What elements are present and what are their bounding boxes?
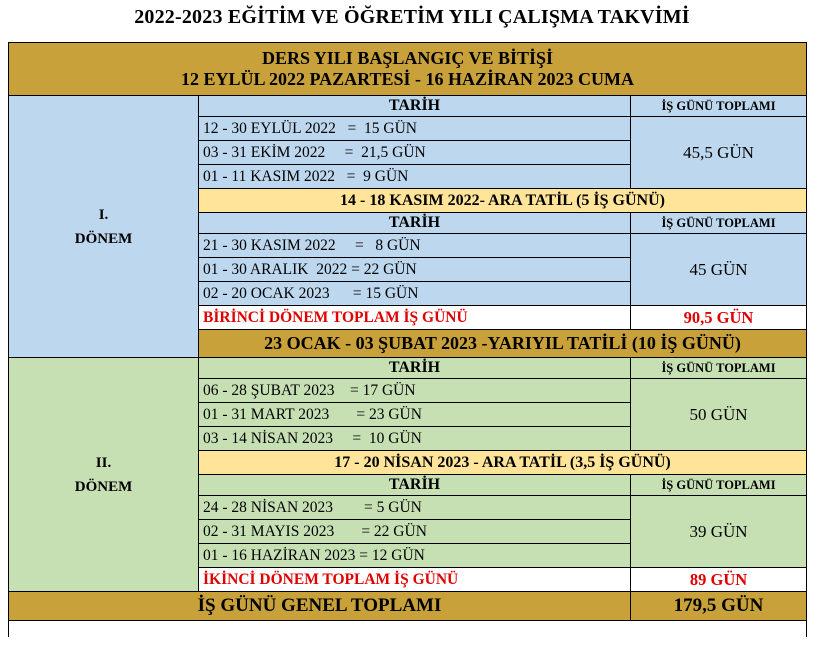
term1-label-num: I. (98, 206, 109, 223)
term2-break: 17 - 20 NİSAN 2023 - ARA TATİL (3,5 İŞ GÜNÜ) (199, 451, 807, 475)
term1-b2-row-1: 21 - 30 KASIM 2022 = 8 GÜN (199, 234, 631, 258)
term1-b1-total: 45,5 GÜN (631, 117, 807, 189)
term2-b1-row-1: 06 - 28 ŞUBAT 2023 = 17 GÜN (199, 379, 631, 403)
term1-date-header-row (9, 96, 807, 117)
term1-col-total-2: İŞ GÜNÜ TOPLAMI (631, 213, 807, 234)
term2-sum-value: 89 GÜN (631, 568, 807, 592)
term1-b1-row-2: 03 - 31 EKİM 2022 = 21,5 GÜN (199, 141, 631, 165)
term2-col-total-1: İŞ GÜNÜ TOPLAMI (631, 358, 807, 379)
term2-label-num: II. (95, 454, 112, 471)
grand-total-row (9, 592, 807, 621)
term2-col-date-1: TARİH (199, 358, 631, 379)
term1-col-total-1: İŞ GÜNÜ TOPLAMI (631, 96, 807, 117)
term2-b1-total: 50 GÜN (631, 379, 807, 451)
header-line-1: DERS YILI BAŞLANGIÇ VE BİTİŞİ (261, 48, 554, 68)
term2-col-date-2: TARİH (199, 475, 631, 496)
header-row (9, 43, 807, 96)
calendar-table (8, 42, 807, 637)
term1-label-word: DÖNEM (74, 230, 133, 247)
term1-b1-row-3: 01 - 11 KASIM 2022 = 9 GÜN (199, 165, 631, 189)
term2-label-word: DÖNEM (74, 478, 133, 495)
term1-col-date-1: TARİH (199, 96, 631, 117)
term1-b2-row-2: 01 - 30 ARALIK 2022 = 22 GÜN (199, 258, 631, 282)
term2-date-header-row (9, 358, 807, 379)
term2-b2-row-2: 02 - 31 MAYIS 2023 = 22 GÜN (199, 520, 631, 544)
header-line-2: 12 EYLÜL 2022 PAZARTESİ - 16 HAZİRAN 2023 CUMA (180, 69, 635, 89)
term1-b2-total: 45 GÜN (631, 234, 807, 306)
term1-col-date-2: TARİH (199, 213, 631, 234)
term2-b2-total: 39 GÜN (631, 496, 807, 568)
term2-b1-row-2: 01 - 31 MART 2023 = 23 GÜN (199, 403, 631, 427)
term2-b2-row-3: 01 - 16 HAZİRAN 2023 = 12 GÜN (199, 544, 631, 568)
term1-b2-row-3: 02 - 20 OCAK 2023 = 15 GÜN (199, 282, 631, 306)
term1-b1-row-1: 12 - 30 EYLÜL 2022 = 15 GÜN (199, 117, 631, 141)
term1-sum-value: 90,5 GÜN (631, 306, 807, 330)
term2-col-total-2: İŞ GÜNÜ TOPLAMI (631, 475, 807, 496)
semester-break: 23 OCAK - 03 ŞUBAT 2023 -YARIYIL TATİLİ (10 İŞ GÜNÜ) (199, 330, 807, 358)
term1-break: 14 - 18 KASIM 2022- ARA TATİL (5 İŞ GÜNÜ) (199, 189, 807, 213)
academic-year-header (9, 43, 807, 96)
term2-b1-row-3: 03 - 14 NİSAN 2023 = 10 GÜN (199, 427, 631, 451)
term2-b2-row-1: 24 - 28 NİSAN 2023 = 5 GÜN (199, 496, 631, 520)
grand-total-value: 179,5 GÜN (631, 592, 807, 621)
term2-label (9, 358, 199, 592)
term1-sum-label: BİRİNCİ DÖNEM TOPLAM İŞ GÜNÜ (199, 306, 631, 330)
term1-label (9, 96, 199, 358)
trailing-cell (9, 621, 807, 638)
term2-sum-label: İKİNCİ DÖNEM TOPLAM İŞ GÜNÜ (199, 568, 631, 592)
trailing-row (9, 621, 807, 638)
calendar-table-wrapper (8, 42, 806, 637)
page-title: 2022-2023 EĞİTİM VE ÖĞRETİM YILI ÇALIŞMA TAKVİMİ (134, 6, 690, 28)
grand-total-label: İŞ GÜNÜ GENEL TOPLAMI (9, 592, 631, 621)
